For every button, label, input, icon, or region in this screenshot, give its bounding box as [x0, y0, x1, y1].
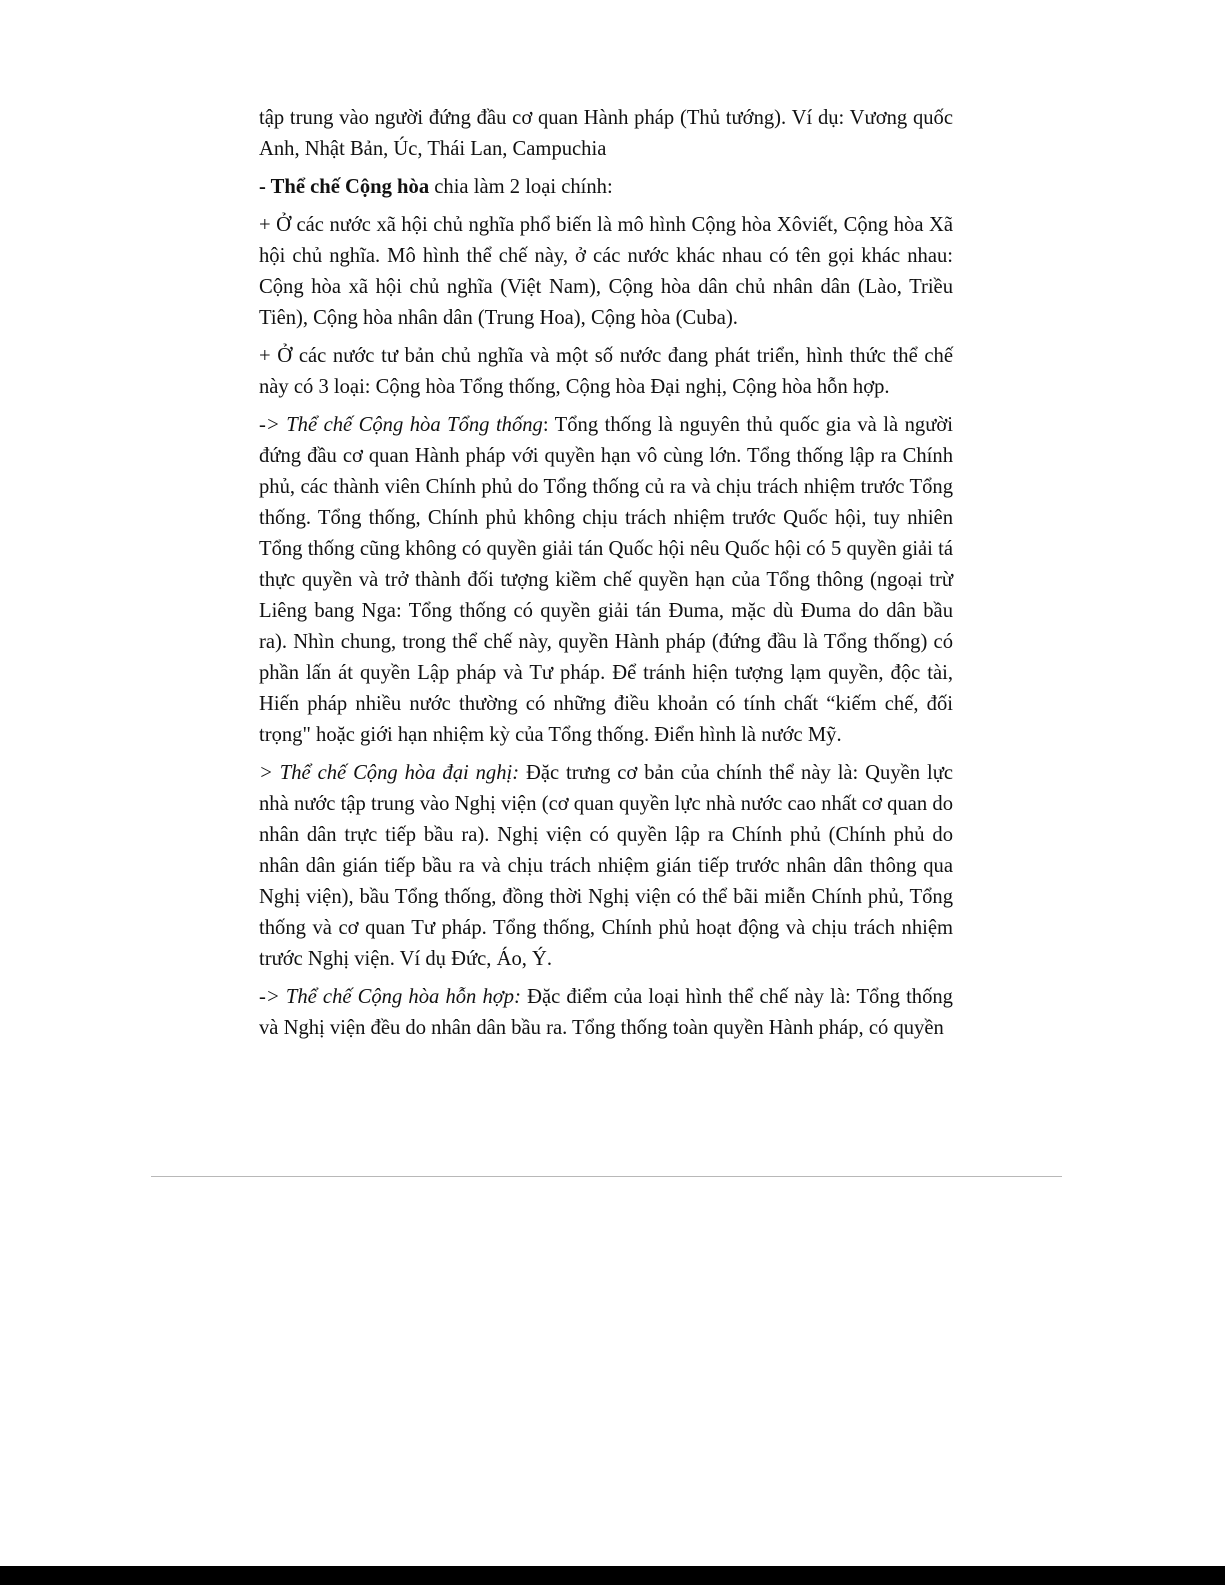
document-page-content [259, 103, 953, 1051]
paragraph-2 [259, 172, 953, 203]
paragraph-5-italic-heading: -> Thể chế Cộng hòa Tổng thống [259, 414, 543, 436]
paragraph-7 [259, 982, 953, 1044]
paragraph-6-italic-heading: > Thể chế Cộng hòa đại nghị: [259, 762, 520, 784]
paragraph-6 [259, 758, 953, 975]
paragraph-5 [259, 410, 953, 751]
paragraph-3 [259, 210, 953, 334]
paragraph-2-text: chia làm 2 loại chính: [429, 176, 613, 198]
paragraph-5-text: : Tổng thống là nguyên thủ quốc gia và là người đứng đầu cơ quan Hành pháp với quyền hạn vô cùng lớn. Tổng thống lập ra Chính phủ, các thành viên Chính phủ do Tổng thống củ ra và chịu trách nhiệm trước Tổng thống. Tổng thống, Chính phủ không chịu trách nhiệm trước Quốc hội, tuy nhiên Tổng thống cũng không có quyền giải tán Quốc hội nêu Quốc hội có 5 quyền giải tá thực quyền và trở thành đối tượng kiềm chế quyền hạn của Tổng thông (ngoại trừ Liêng bang Nga: Tổng thống có quyền giải tán Đuma, mặc dù Đuma do dân bầu ra). Nhìn chung, trong thể chế này, quyền Hành pháp (đứng đầu là Tổng thống) có phần lấn át quyền Lập pháp và Tư pháp. Để tránh hiện tượng lạm quyền, độc tài, Hiến pháp nhiều nước thường có những điều khoản có tính chất “kiếm chế, đối trọng" hoặc giới hạn nhiệm kỳ của Tổng thống. Điển hình là nước Mỹ. [259, 414, 954, 746]
page-divider [151, 1176, 1062, 1177]
paragraph-7-italic-heading: -> Thể chế Cộng hòa hỗn hợp: [259, 986, 521, 1008]
bottom-bar [0, 1566, 1225, 1585]
paragraph-2-bold-heading: - Thể chế Cộng hòa [259, 176, 430, 198]
paragraph-1-text: tập trung vào người đứng đầu cơ quan Hành pháp (Thủ tướng). Ví dụ: Vương quốc Anh, Nhật Bản, Úc, Thái Lan, Campuchia [259, 107, 953, 160]
paragraph-4 [259, 341, 953, 403]
paragraph-4-text: + Ở các nước tư bản chủ nghĩa và một số nước đang phát triển, hình thức thể chế này có 3 loại: Cộng hòa Tổng thống, Cộng hòa Đại nghị, Cộng hòa hỗn hợp. [259, 345, 953, 398]
paragraph-3-text: + Ở các nước xã hội chủ nghĩa phổ biến là mô hình Cộng hòa Xôviết, Cộng hòa Xã hội chủ nghĩa. Mô hình thể chế này, ở các nước khác nhau có tên gọi khác nhau: Cộng hòa xã hội chủ nghĩa (Việt Nam), Cộng hòa dân chủ nhân dân (Lào, Triều Tiên), Cộng hòa nhân dân (Trung Hoa), Cộng hòa (Cuba). [259, 214, 953, 329]
paragraph-1 [259, 103, 953, 165]
paragraph-7-text: Đặc điểm của loại hình thể chế này là: Tổng thống và Nghị viện đều do nhân dân bầu ra. Tổng thống toàn quyền Hành pháp, có quyền [259, 986, 953, 1039]
paragraph-6-text: Đặc trưng cơ bản của chính thể này là: Quyền lực nhà nước tập trung vào Nghị viện (cơ quan quyền lực nhà nước cao nhất cơ quan do nhân dân trực tiếp bầu ra). Nghị viện có quyền lập ra Chính phủ (Chính phủ do nhân dân gián tiếp bầu ra và chịu trách nhiệm gián tiếp trước nhân dân thông qua Nghị viện), bầu Tổng thống, đồng thời Nghị viện có thể bãi miễn Chính phủ, Tổng thống và cơ quan Tư pháp. Tổng thống, Chính phủ hoạt động và chịu trách nhiệm trước Nghị viện. Ví dụ Đức, Áo, Ý. [259, 762, 954, 970]
